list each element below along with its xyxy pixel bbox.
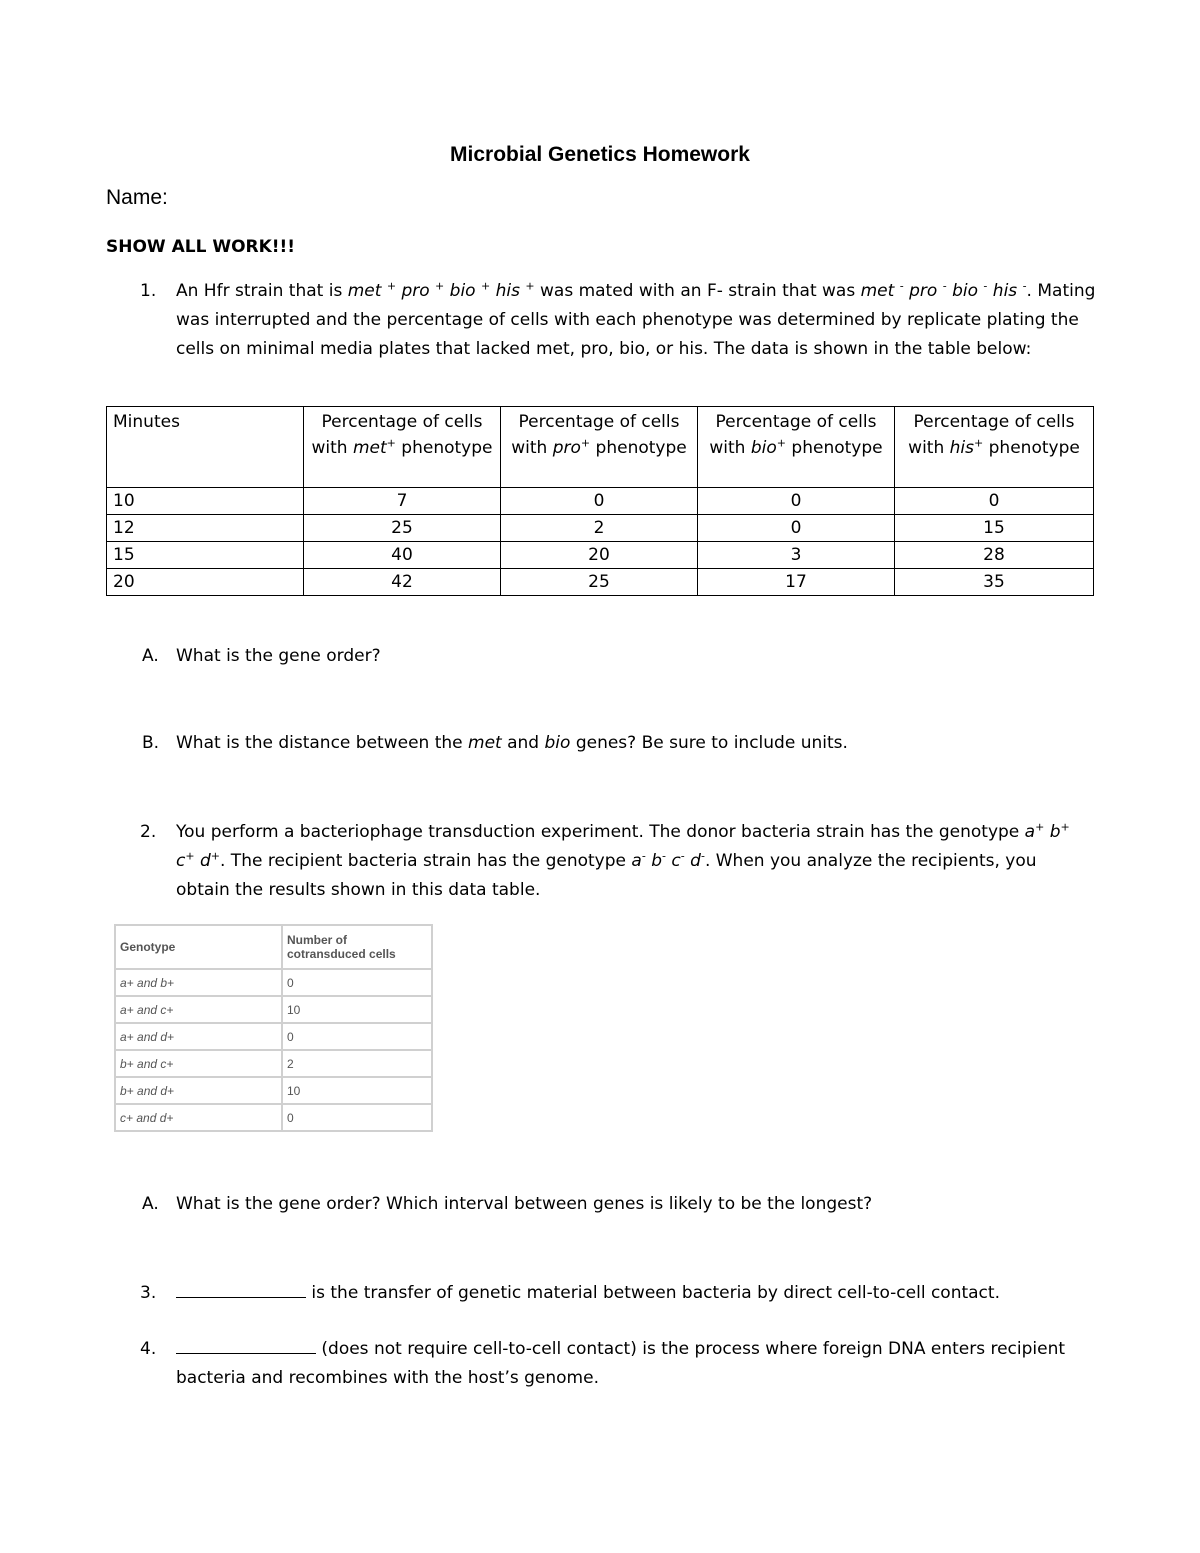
table-cell: 3 bbox=[698, 542, 895, 569]
q4-answer-blank[interactable] bbox=[176, 1335, 316, 1354]
table-cell: 12 bbox=[107, 515, 304, 542]
table-cell: a+ and b+ bbox=[115, 969, 282, 996]
header-bio: Percentage of cells with bio+ phenotype bbox=[698, 407, 895, 488]
header-genotype: Genotype bbox=[115, 925, 282, 969]
header-cotransduced: Number of cotransduced cells bbox=[282, 925, 432, 969]
table-cell: 40 bbox=[304, 542, 501, 569]
table-cell: 0 bbox=[282, 1104, 432, 1131]
table-cell: 42 bbox=[304, 569, 501, 596]
q2a-letter: A. bbox=[142, 1194, 159, 1214]
table-row bbox=[115, 1023, 432, 1050]
table-header-row bbox=[115, 925, 432, 969]
table-header-row bbox=[107, 407, 1094, 488]
table-row bbox=[115, 969, 432, 996]
table-cell: 2 bbox=[282, 1050, 432, 1077]
table-row bbox=[107, 488, 1094, 515]
q1-text: An Hfr strain that is met + pro + bio + his + was mated with an F- strain that was met - pro - bio - his -. Mating was interrupted and the percentage of cells with each phenotype was determined by replicate plating the cells on minimal media plates that lacked met, pro, bio, or his. The data is shown in the table below: bbox=[176, 279, 1096, 359]
name-label: Name: bbox=[106, 186, 168, 209]
q3-answer-blank[interactable] bbox=[176, 1279, 306, 1298]
table-cell: 0 bbox=[698, 488, 895, 515]
page-title: Microbial Genetics Homework bbox=[450, 143, 750, 166]
table-row bbox=[115, 1077, 432, 1104]
cotransduction-table bbox=[114, 924, 433, 1132]
table-cell: a+ and c+ bbox=[115, 996, 282, 1023]
table-cell: b+ and c+ bbox=[115, 1050, 282, 1077]
table-cell: 25 bbox=[501, 569, 698, 596]
show-all-work-heading: SHOW ALL WORK!!! bbox=[106, 237, 296, 257]
table-row bbox=[115, 1050, 432, 1077]
table-cell: 10 bbox=[282, 1077, 432, 1104]
table-cell: 7 bbox=[304, 488, 501, 515]
table-cell: 0 bbox=[698, 515, 895, 542]
header-met: Percentage of cells with met+ phenotype bbox=[304, 407, 501, 488]
mating-data-table bbox=[106, 406, 1094, 596]
table-cell: c+ and d+ bbox=[115, 1104, 282, 1131]
header-his: Percentage of cells with his+ phenotype bbox=[895, 407, 1094, 488]
q2-text: You perform a bacteriophage transduction experiment. The donor bacteria strain has the genotype a+ b+ c+ d+. The recipient bacteria strain has the genotype a- b- c- d-. When you analyze the recipients, you obtain the results shown in this data table. bbox=[176, 820, 1070, 900]
header-pro: Percentage of cells with pro+ phenotype bbox=[501, 407, 698, 488]
header-minutes: Minutes bbox=[107, 407, 304, 488]
table-cell: 0 bbox=[895, 488, 1094, 515]
table-cell: 10 bbox=[107, 488, 304, 515]
table-row bbox=[107, 542, 1094, 569]
table-cell: a+ and d+ bbox=[115, 1023, 282, 1050]
table-cell: 17 bbox=[698, 569, 895, 596]
table-cell: 2 bbox=[501, 515, 698, 542]
q1b-text: What is the distance between the met and bio genes? Be sure to include units. bbox=[176, 733, 848, 753]
table-cell: 0 bbox=[501, 488, 698, 515]
table-cell: 15 bbox=[895, 515, 1094, 542]
table-cell: 0 bbox=[282, 1023, 432, 1050]
table-cell: 28 bbox=[895, 542, 1094, 569]
q4-number: 4. bbox=[140, 1339, 157, 1359]
q3-number: 3. bbox=[140, 1283, 157, 1303]
table-cell: 35 bbox=[895, 569, 1094, 596]
q2-number: 2. bbox=[140, 822, 157, 842]
table-row bbox=[115, 996, 432, 1023]
table-cell: 0 bbox=[282, 969, 432, 996]
q4-text: (does not require cell-to-cell contact) is the process where foreign DNA enters recipient bacteria and recombines with the host’s genome. bbox=[176, 1335, 1086, 1393]
q1-number: 1. bbox=[140, 281, 157, 301]
q1a-text: What is the gene order? bbox=[176, 646, 381, 666]
table-row bbox=[115, 1104, 432, 1131]
table-cell: 25 bbox=[304, 515, 501, 542]
table-cell: 10 bbox=[282, 996, 432, 1023]
table-cell: 20 bbox=[501, 542, 698, 569]
q2a-text: What is the gene order? Which interval between genes is likely to be the longest? bbox=[176, 1194, 873, 1214]
table-cell: 20 bbox=[107, 569, 304, 596]
q1b-letter: B. bbox=[142, 733, 160, 753]
q3-text: is the transfer of genetic material between bacteria by direct cell-to-cell contact. bbox=[176, 1279, 1000, 1308]
table-row bbox=[107, 515, 1094, 542]
table-cell: b+ and d+ bbox=[115, 1077, 282, 1104]
table-row bbox=[107, 569, 1094, 596]
table-cell: 15 bbox=[107, 542, 304, 569]
q1a-letter: A. bbox=[142, 646, 159, 666]
